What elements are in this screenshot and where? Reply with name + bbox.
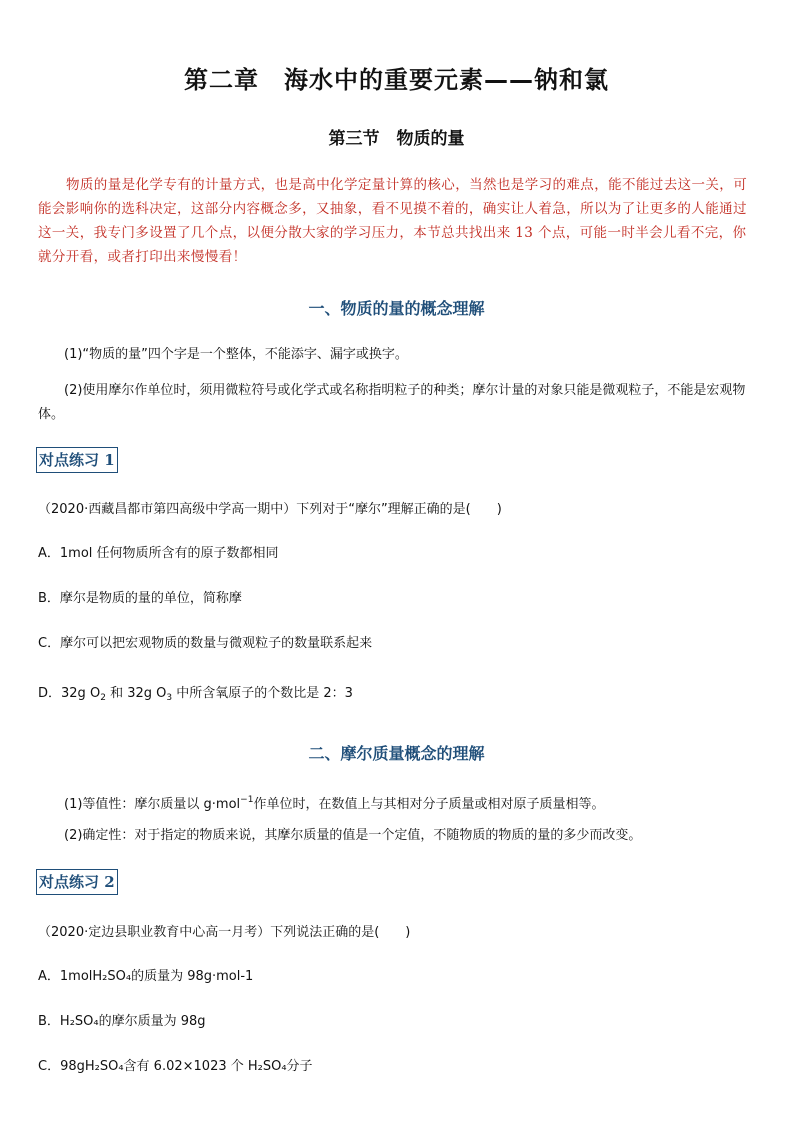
part1-point-1: (1)“物质的量”四个字是一个整体，不能添字、漏字或换字。	[64, 347, 408, 362]
practice-2-option-b: B．H₂SO₄的摩尔质量为 98g	[38, 1014, 206, 1029]
practice-1-option-c: C．摩尔可以把宏观物质的数量与微观粒子的数量联系起来	[38, 636, 373, 651]
intro-paragraph: 物质的量是化学专有的计量方式，也是高中化学定量计算的核心，当然也是学习的难点，能不能过去这一关，可能会影响你的选科决定，这部分内容概念多，又抽象，看不见摸不着的，确实让人着急，所以为了让更多的人能通过这一关，我专门多设置了几个点，以便分散大家的学习压力，本节总共找出来 13 个点，可能一时半会儿看不完，你就分开看，或者打印出来慢慢看！	[38, 177, 748, 265]
o2-formula: $O_2$	[89, 686, 106, 703]
chapter-title: 第二章 海水中的重要元素——钠和氯	[184, 66, 609, 94]
part2-point-1: (1)等值性：摩尔质量以 g·mol$^{-1}$作单位时，在数值上与其相对分子质量或相对原子质量相等。	[64, 795, 605, 812]
part1-heading: 一、物质的量的概念理解	[308, 299, 485, 318]
practice-2-option-c: C．98gH₂SO₄含有 6.02×1023 个 H₂SO₄分子	[38, 1059, 313, 1074]
practice-1-label: 对点练习 1	[36, 447, 118, 473]
part2-heading: 二、摩尔质量概念的理解	[308, 744, 485, 763]
part2-point-2: (2)确定性：对于指定的物质来说，其摩尔质量的值是一个定值，不随物质的物质的量的多少而改变。	[64, 828, 642, 843]
practice-2-label: 对点练习 2	[36, 869, 118, 895]
practice-1-option-b: B．摩尔是物质的量的单位，简称摩	[38, 591, 242, 606]
section-title: 第三节 物质的量	[328, 129, 465, 149]
option-d-prefix: D．32g	[38, 686, 86, 701]
option-d-suffix: 中所含氧原子的个数比是 2：3	[176, 686, 353, 701]
practice-1-option-a: A．1mol 任何物质所含有的原子数都相同	[38, 546, 279, 561]
o3-formula: $O_3$	[156, 686, 173, 703]
practice-1-option-d	[38, 684, 760, 708]
option-d-mid: 和 32g	[110, 686, 152, 701]
practice-2-question: （2020·定边县职业教育中心高一月考）下列说法正确的是( )	[38, 925, 411, 940]
part1-point-2: (2)使用摩尔作单位时，须用微粒符号或化学式或名称指明粒子的种类；摩尔计量的对象只能是微观粒子，不能是宏观物体。	[38, 383, 746, 422]
practice-2-option-a: A．1molH₂SO₄的质量为 98g·mol-1	[38, 969, 254, 984]
practice-1-question: （2020·西藏昌都市第四高级中学高一期中）下列对于“摩尔”理解正确的是( )	[38, 502, 502, 517]
